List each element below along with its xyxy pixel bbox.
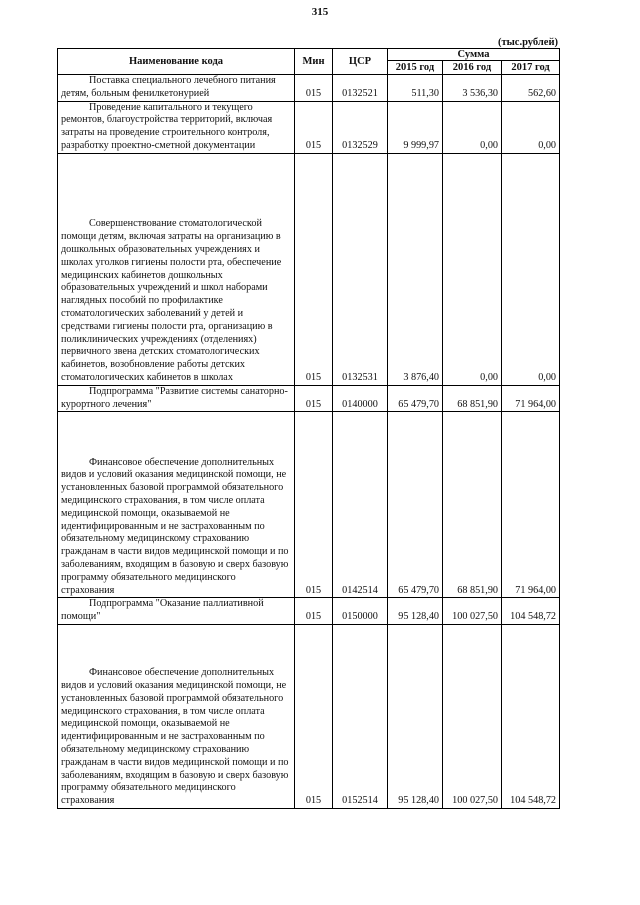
header-2016: 2016 год [443, 61, 502, 75]
row-name: Финансовое обеспечение дополнительных видов и условий оказания медицинской помощи, не установленных базовой программой обязательного медицинского страхования, в том числе оплата медицинской помощи, оказываемой не идентифицированным и не застрахованным по обязательному медицинскому страхованию гражданам в части видов медицинской помощи и по заболеваниям, входящим в базовую и сверх базовую программу обязательного медицинского страхования [58, 624, 295, 808]
row-2015: 95 128,40 [388, 598, 443, 625]
row-2017: 0,00 [502, 101, 560, 153]
row-csr: 0132521 [333, 75, 388, 102]
row-2017: 562,60 [502, 75, 560, 102]
row-name: Поставка специального лечебного питания детям, больным фенилкетонурией [58, 75, 295, 102]
row-csr: 0152514 [333, 624, 388, 808]
row-csr: 0150000 [333, 598, 388, 625]
header-2017: 2017 год [502, 61, 560, 75]
row-2015: 9 999,97 [388, 101, 443, 153]
row-min: 015 [295, 153, 333, 385]
budget-table [57, 48, 560, 809]
row-2016: 3 536,30 [443, 75, 502, 102]
row-2017: 71 964,00 [502, 412, 560, 598]
row-min: 015 [295, 75, 333, 102]
row-2015: 65 479,70 [388, 412, 443, 598]
header-csr: ЦСР [333, 49, 388, 75]
table-row [58, 412, 560, 598]
row-min: 015 [295, 412, 333, 598]
header-sum: Сумма [388, 49, 560, 61]
page-number: 315 [311, 6, 329, 18]
row-2015: 3 876,40 [388, 153, 443, 385]
row-2016: 68 851,90 [443, 385, 502, 412]
row-name: Финансовое обеспечение дополнительных видов и условий оказания медицинской помощи, не установленных базовой программой обязательного медицинского страхования, в том числе оплата медицинской помощи, оказываемой не идентифицированным и не застрахованным по обязательному медицинскому страхованию гражданам в части видов медицинской помощи и по заболеваниям, входящим в базовую и сверх базовую программу обязательного медицинского страхования [58, 412, 295, 598]
header-name: Наименование кода [58, 49, 295, 75]
row-name: Проведение капитального и текущего ремонтов, благоустройства территорий, включая затраты на проведение строительного контроля, разработку проектно-сметной документации [58, 101, 295, 153]
row-csr: 0142514 [333, 412, 388, 598]
row-2016: 100 027,50 [443, 598, 502, 625]
row-csr: 0132531 [333, 153, 388, 385]
table-row [58, 598, 560, 625]
table-row [58, 385, 560, 412]
table-row [58, 101, 560, 153]
row-2017: 104 548,72 [502, 598, 560, 625]
row-name: Подпрограмма "Оказание паллиативной помощи" [58, 598, 295, 625]
row-min: 015 [295, 624, 333, 808]
row-csr: 0132529 [333, 101, 388, 153]
row-min: 015 [295, 101, 333, 153]
row-name: Подпрограмма "Развитие системы санаторно-курортного лечения" [58, 385, 295, 412]
row-2017: 104 548,72 [502, 624, 560, 808]
row-2017: 71 964,00 [502, 385, 560, 412]
row-2015: 511,30 [388, 75, 443, 102]
table-row [58, 624, 560, 808]
row-2016: 100 027,50 [443, 624, 502, 808]
row-min: 015 [295, 385, 333, 412]
row-min: 015 [295, 598, 333, 625]
row-2016: 68 851,90 [443, 412, 502, 598]
table-row [58, 75, 560, 102]
row-csr: 0140000 [333, 385, 388, 412]
row-2016: 0,00 [443, 153, 502, 385]
table-row [58, 153, 560, 385]
units-label: (тыс.рублей) [497, 37, 558, 48]
row-2016: 0,00 [443, 101, 502, 153]
row-2017: 0,00 [502, 153, 560, 385]
header-min: Мин [295, 49, 333, 75]
row-2015: 65 479,70 [388, 385, 443, 412]
header-2015: 2015 год [388, 61, 443, 75]
header-row [58, 49, 560, 61]
row-2015: 95 128,40 [388, 624, 443, 808]
row-name: Совершенствование стоматологической помощи детям, включая затраты на организацию в дошкольных образовательных учреждениях и школах уголков гигиены полости рта, обеспечение медицинских кабинетов дошкольных образовательных учреждений и школ наборами наглядных пособий по профилактике стоматологических заболеваний у детей и средствами гигиены полости рта, организацию в поликлинических учреждениях (отделениях) первичного звена детских стоматологических кабинетов, возобновление работы детских стоматологических кабинетов в школах [58, 153, 295, 385]
